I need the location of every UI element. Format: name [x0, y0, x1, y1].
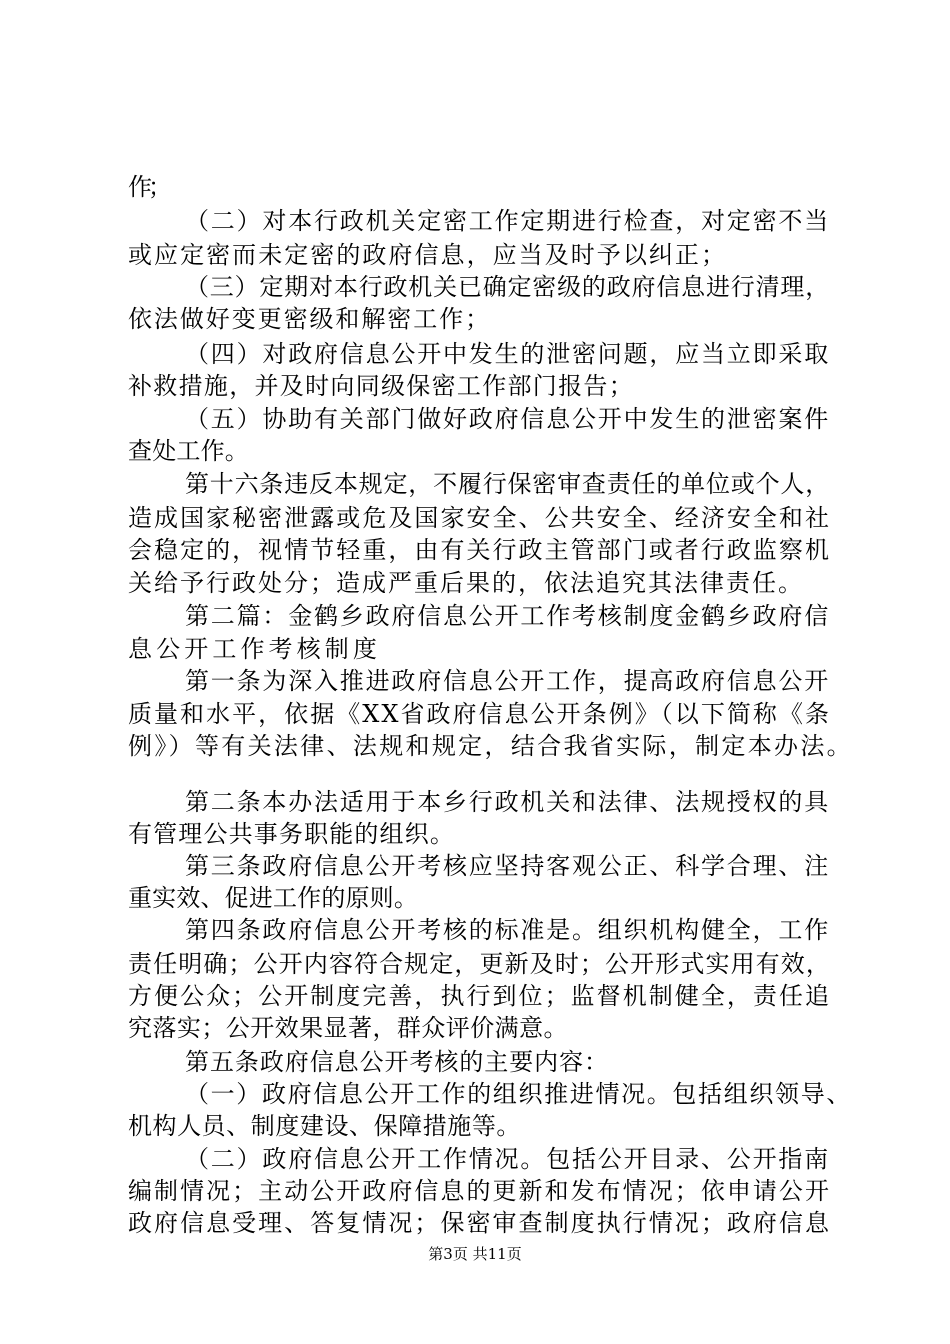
text-line: 第三条政府信息公开考核应坚持客观公正、科学合理、注 [185, 852, 830, 880]
page-footer: 第3页 共11页 [428, 1245, 522, 1263]
text-line: 第二篇：金鹤乡政府信息公开工作考核制度金鹤乡政府信 [185, 602, 830, 630]
text-line: 造成国家秘密泄露或危及国家安全、公共安全、经济安全和社 [128, 504, 831, 532]
text-line: 作； [128, 173, 168, 201]
text-line: 机构人员、制度建设、保障措施等。 [128, 1112, 521, 1140]
text-line: 或应定密而未定密的政府信息，应当及时予以纠正； [128, 241, 727, 269]
text-line: 第二条本办法适用于本乡行政机关和法律、法规授权的具 [185, 788, 830, 816]
text-line: 政府信息受理、答复情况；保密审查制度执行情况；政府信息 [128, 1209, 831, 1237]
text-line: （四）对政府信息公开中发生的泄密问题，应当立即采取 [185, 340, 830, 368]
text-line: 补救措施，并及时向同级保密工作部门报告； [128, 372, 634, 400]
text-line: （三）定期对本行政机关已确定密级的政府信息进行清理， [185, 273, 830, 301]
text-line: 第一条为深入推进政府信息公开工作，提高政府信息公开 [185, 667, 830, 695]
text-line: 方便公众；公开制度完善，执行到位；监督机制健全，责任追 [128, 982, 831, 1010]
text-line: （二）对本行政机关定密工作定期进行检查，对定密不当 [185, 207, 830, 235]
text-line: 依法做好变更密级和解密工作； [128, 305, 491, 333]
text-line: （一）政府信息公开工作的组织推进情况。包括组织领导、 [185, 1080, 852, 1108]
text-line: 责任明确；公开内容符合规定，更新及时；公开形式实用有效， [128, 950, 831, 978]
text-line: 质量和水平，依据《XX省政府信息公开条例》（以下简称《条 [128, 700, 831, 728]
text-line: 第五条政府信息公开考核的主要内容： [185, 1048, 609, 1076]
text-line: 息公开工作考核制度 [128, 635, 381, 663]
text-line: 第四条政府信息公开考核的标准是。组织机构健全，工作 [185, 916, 830, 944]
text-line: 查处工作。 [128, 437, 249, 465]
text-line: （五）协助有关部门做好政府信息公开中发生的泄密案件 [185, 405, 830, 433]
text-line: 编制情况；主动公开政府信息的更新和发布情况；依申请公开 [128, 1177, 831, 1205]
text-line: 例》）等有关法律、法规和规定，结合我省实际，制定本办法。 [128, 732, 853, 760]
text-line: （二）政府信息公开工作情况。包括公开目录、公开指南 [185, 1145, 830, 1173]
text-line: 关给予行政处分；造成严重后果的，依法追究其法律责任。 [128, 569, 804, 597]
text-line: 有管理公共事务职能的组织。 [128, 820, 455, 848]
text-line: 第十六条违反本规定，不履行保密审查责任的单位或个人， [185, 470, 830, 498]
text-line: 究落实；公开效果显著，群众评价满意。 [128, 1014, 568, 1042]
text-line: 会稳定的，视情节轻重，由有关行政主管部门或者行政监察机 [128, 536, 831, 564]
text-line: 重实效、促进工作的原则。 [128, 884, 418, 912]
